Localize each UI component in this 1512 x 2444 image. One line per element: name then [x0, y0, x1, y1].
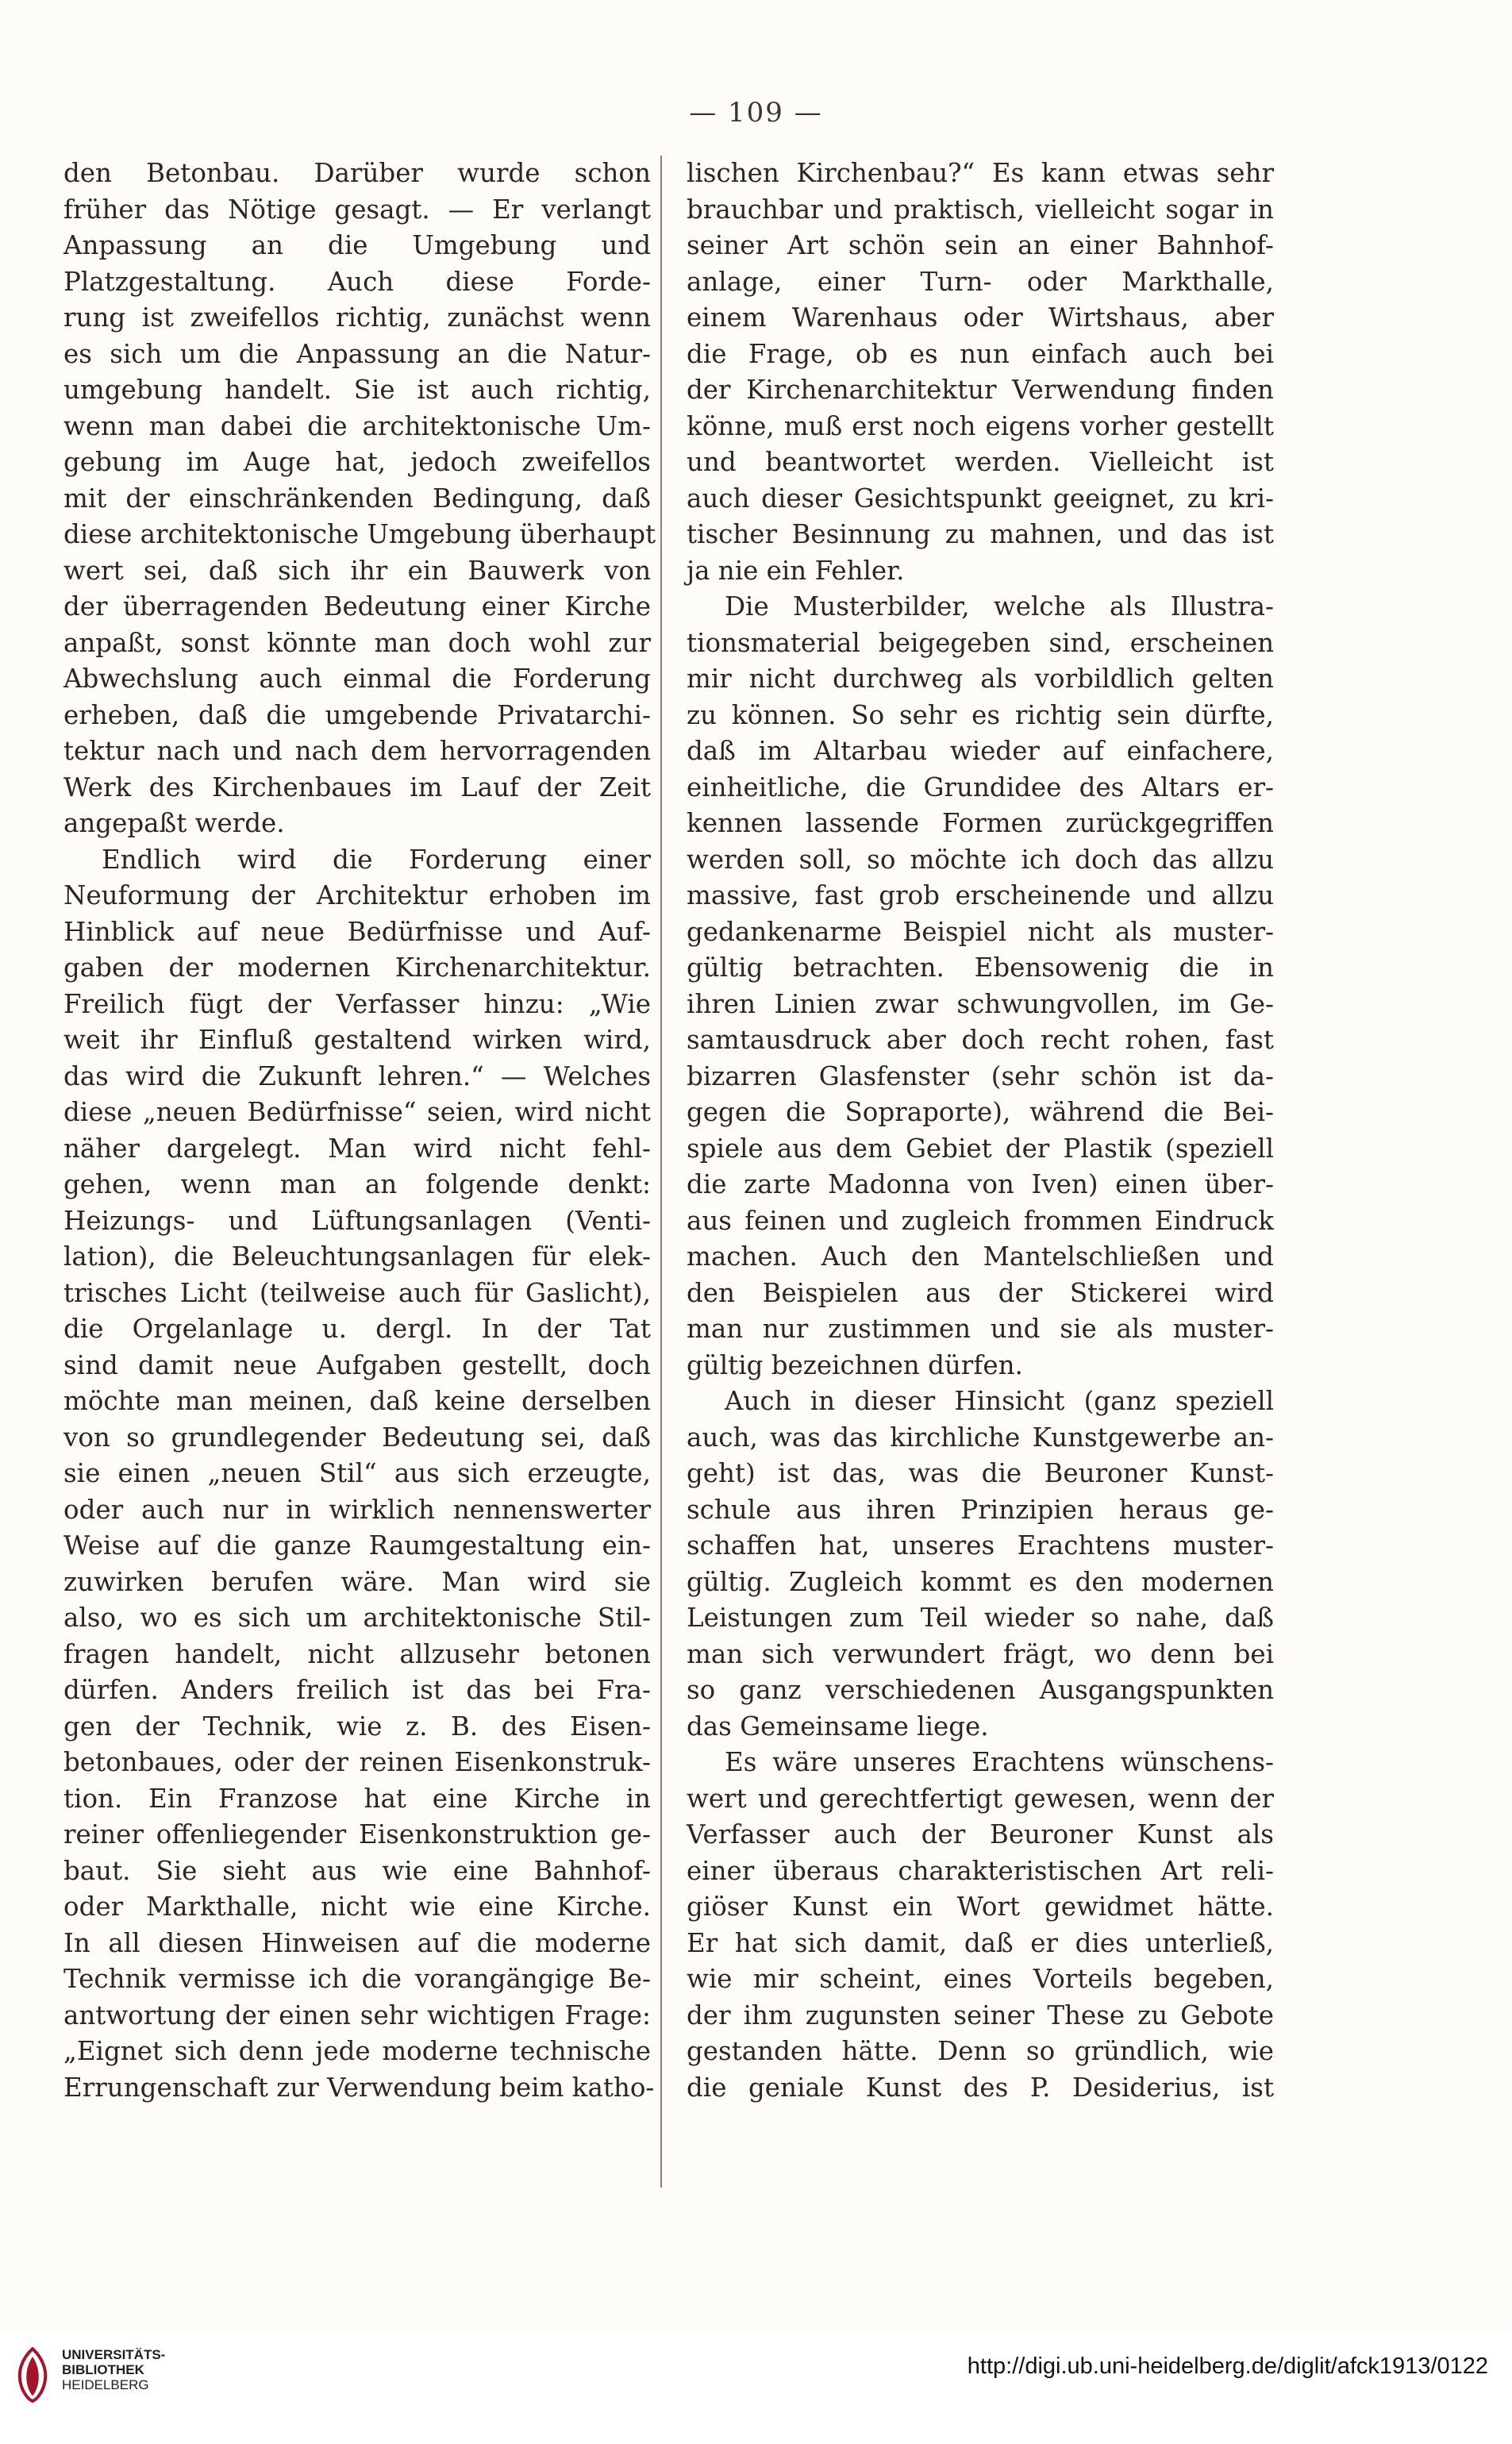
text-line: tischer Besinnung zu mahnen, und das ist [687, 519, 1274, 549]
text-line: baut. Sie sieht aus wie eine Bahnhof- [63, 1855, 651, 1886]
text-line: der ihm zugunsten seiner These zu Gebote [687, 1999, 1274, 2030]
text-line: seiner Art schön sein an einer Bahnhof- [687, 230, 1274, 260]
text-line: Hinblick auf neue Bedürfnisse und Auf- [63, 916, 651, 947]
text-line: Leistungen zum Teil wieder so nahe, daß [687, 1603, 1274, 1633]
text-line: Die Musterbilder, welche als Illustra- [725, 591, 1274, 622]
text-line: und beantwortet werden. Vielleicht ist [687, 447, 1274, 477]
text-line: lation), die Beleuchtungsanlagen für elek- [63, 1241, 651, 1272]
university-seal-icon [14, 2347, 51, 2403]
text-line: Heizungs- und Lüftungsanlagen (Venti- [63, 1205, 651, 1236]
text-line: Platzgestaltung. Auch diese Forde- [63, 266, 651, 297]
text-line: werden soll, so möchte ich doch das allzu [687, 844, 1274, 875]
text-line: einheitliche, die Grundidee des Altars er- [687, 772, 1274, 802]
text-line: den Betonbau. Darüber wurde schon [63, 158, 651, 188]
text-line: näher dargelegt. Man wird nicht fehl- [63, 1133, 651, 1164]
text-line: die zarte Madonna von Iven) einen über- [687, 1169, 1274, 1199]
text-line: Es wäre unseres Erachtens wünschens- [725, 1747, 1274, 1777]
text-line: Anpassung an die Umgebung und [63, 230, 651, 260]
page-number: — 109 — [689, 97, 823, 129]
text-line: schaffen hat, unseres Erachtens muster- [687, 1530, 1274, 1561]
text-line: fragen handelt, nicht allzusehr betonen [63, 1638, 651, 1669]
text-line: diese architektonische Umgebung überhaupt [63, 519, 656, 549]
text-line: zu können. So sehr es richtig sein dürfte, [687, 699, 1274, 730]
text-line: man nur zustimmen und sie als muster- [687, 1314, 1274, 1344]
text-line: erheben, daß die umgebende Privatarchi- [63, 699, 651, 730]
text-line: gen der Technik, wie z. B. des Eisen- [63, 1711, 651, 1742]
text-line: gehen, wenn man an folgende denkt: [63, 1169, 651, 1199]
text-line: mit der einschränkenden Bedingung, daß [63, 483, 651, 514]
text-line: oder Markthalle, nicht wie eine Kirche. [63, 1892, 651, 1922]
text-line: daß im Altarbau wieder auf einfachere, [687, 736, 1274, 766]
text-line: Abwechslung auch einmal die Forderung [63, 664, 651, 694]
text-line: kennen lassende Formen zurückgegriffen [687, 808, 1274, 838]
text-line: reiner offenliegender Eisenkonstruktion ge- [63, 1819, 651, 1849]
text-line: antwortung der einen sehr wichtigen Frage: [63, 1999, 651, 2030]
text-line: spiele aus dem Gebiet der Plastik (speziell [687, 1133, 1274, 1164]
text-line: angepaßt werde. [63, 808, 285, 838]
text-line: gegen die Sopraporte), während die Bei- [687, 1097, 1274, 1127]
column-divider [660, 156, 662, 2188]
library-name-line3: HEIDELBERG [62, 2377, 149, 2392]
text-line: geht) ist das, was die Beuroner Kunst- [687, 1458, 1274, 1488]
text-line: Neuformung der Architektur erhoben im [63, 880, 651, 910]
text-line: samtausdruck aber doch recht rohen, fast [687, 1025, 1274, 1055]
text-line: tion. Ein Franzose hat eine Kirche in [63, 1783, 651, 1814]
text-line: Werk des Kirchenbaues im Lauf der Zeit [63, 772, 651, 802]
text-line: anlage, einer Turn- oder Markthalle, [687, 266, 1274, 297]
text-line: weit ihr Einfluß gestaltend wirken wird, [63, 1025, 651, 1055]
library-logo[interactable] [14, 2347, 165, 2403]
text-line: Er hat sich damit, daß er dies unterließ, [687, 1927, 1274, 1958]
text-line: man sich verwundert frägt, wo denn bei [687, 1638, 1274, 1669]
text-line: bizarren Glasfenster (sehr schön ist da- [687, 1060, 1274, 1091]
text-line: auch, was das kirchliche Kunstgewerbe an- [687, 1422, 1274, 1453]
text-line: möchte man meinen, daß keine derselben [63, 1386, 651, 1416]
text-line: von so grundlegender Bedeutung sei, daß [63, 1422, 651, 1453]
text-line: gültig betrachten. Ebensowenig die in [687, 953, 1274, 983]
text-line: wenn man dabei die architektonische Um- [63, 410, 651, 441]
text-line: der Kirchenarchitektur Verwendung finden [687, 375, 1274, 405]
text-line: ja nie ein Fehler. [687, 555, 905, 586]
text-line: die geniale Kunst des P. Desiderius, ist [687, 2072, 1274, 2103]
text-line: die Frage, ob es nun einfach auch bei [687, 338, 1274, 369]
text-line: „Eignet sich denn jede moderne technische [63, 2036, 651, 2066]
text-line: gedankenarme Beispiel nicht als muster- [687, 916, 1274, 947]
text-line: aus feinen und zugleich frommen Eindruck [687, 1205, 1274, 1236]
text-line: dürfen. Anders freilich ist das bei Fra- [63, 1675, 651, 1705]
text-line: schule aus ihren Prinzipien heraus ge- [687, 1494, 1274, 1525]
text-line: Verfasser auch der Beuroner Kunst als [687, 1819, 1274, 1849]
text-line: Endlich wird die Forderung einer [102, 844, 651, 875]
text-line: tionsmaterial beigegeben sind, erscheinen [687, 627, 1274, 658]
text-line: umgebung handelt. Sie ist auch richtig, [63, 375, 651, 405]
text-line: gebung im Auge hat, jedoch zweifellos [63, 447, 651, 477]
text-line: brauchbar und praktisch, vielleicht sogar in [687, 194, 1274, 225]
text-line: wert und gerechtfertigt gewesen, wenn der [687, 1783, 1274, 1814]
text-line: auch dieser Gesichtspunkt geeignet, zu kri- [687, 483, 1274, 514]
footer-bar [0, 2330, 1512, 2444]
text-line: machen. Auch den Mantelschließen und [687, 1241, 1274, 1272]
text-column-left [63, 156, 656, 2106]
text-line: also, wo es sich um architektonische Stil- [63, 1603, 651, 1633]
text-line: trisches Licht (teilweise auch für Gaslicht), [63, 1277, 651, 1308]
text-line: sie einen „neuen Stil“ aus sich erzeugte, [63, 1458, 651, 1488]
text-line: so ganz verschiedenen Ausgangspunkten [687, 1675, 1274, 1705]
text-line: rung ist zweifellos richtig, zunächst wenn [63, 302, 651, 333]
text-line: wie mir scheint, eines Vorteils begeben, [687, 1964, 1274, 1994]
text-line: mir nicht durchweg als vorbildlich gelten [687, 664, 1274, 694]
text-line: einem Warenhaus oder Wirtshaus, aber [687, 302, 1274, 333]
text-line: könne, muß erst noch eigens vorher gestellt [687, 410, 1274, 441]
text-line: betonbaues, oder der reinen Eisenkonstruk- [63, 1747, 651, 1777]
library-name-line2: BIBLIOTHEK [62, 2362, 144, 2377]
text-line: massive, fast grob erscheinende und allzu [687, 880, 1274, 910]
text-line: einer überaus charakteristischen Art reli- [687, 1855, 1274, 1886]
text-line: gestanden hätte. Denn so gründlich, wie [687, 2036, 1274, 2066]
text-line: Weise auf die ganze Raumgestaltung ein- [63, 1530, 651, 1561]
text-line: den Beispielen aus der Stickerei wird [687, 1277, 1274, 1308]
text-line: lischen Kirchenbau?“ Es kann etwas sehr [687, 158, 1274, 188]
text-line: das Gemeinsame liege. [687, 1711, 989, 1742]
text-line: oder auch nur in wirklich nennenswerter [63, 1494, 651, 1525]
library-name-line1: UNIVERSITÄTS- [62, 2347, 166, 2362]
text-line: Technik vermisse ich die vorangängige Be- [63, 1964, 651, 1994]
text-line: gültig bezeichnen dürfen. [687, 1349, 1023, 1380]
text-line: ihren Linien zwar schwungvollen, im Ge- [687, 988, 1274, 1019]
text-column-right [687, 156, 1274, 2106]
text-line: Freilich fügt der Verfasser hinzu: „Wie [63, 988, 651, 1019]
text-line: der überragenden Bedeutung einer Kirche [63, 591, 651, 622]
permalink-url[interactable]: http://digi.ub.uni-heidelberg.de/diglit/afck1913/0122 [967, 2354, 1488, 2379]
text-line: sind damit neue Aufgaben gestellt, doch [63, 1349, 651, 1380]
text-line: die Orgelanlage u. dergl. In der Tat [63, 1314, 651, 1344]
text-line: zuwirken berufen wäre. Man wird sie [63, 1566, 651, 1597]
text-line: Errungenschaft zur Verwendung beim katho- [63, 2072, 655, 2103]
text-line: anpaßt, sonst könnte man doch wohl zur [63, 627, 651, 658]
text-line: gültig. Zugleich kommt es den modernen [687, 1566, 1274, 1597]
text-line: wert sei, daß sich ihr ein Bauwerk von [63, 555, 651, 586]
text-line: gaben der modernen Kirchenarchitektur. [63, 953, 651, 983]
text-line: früher das Nötige gesagt. — Er verlangt [63, 194, 651, 225]
text-line: giöser Kunst ein Wort gewidmet hätte. [687, 1892, 1274, 1922]
text-line: diese „neuen Bedürfnisse“ seien, wird nicht [63, 1097, 651, 1127]
text-line: Auch in dieser Hinsicht (ganz speziell [725, 1386, 1274, 1416]
text-line: es sich um die Anpassung an die Natur- [63, 338, 651, 369]
text-line: tektur nach und nach dem hervorragenden [63, 736, 651, 766]
library-name [62, 2347, 165, 2392]
text-line: In all diesen Hinweisen auf die moderne [63, 1927, 651, 1958]
text-line: das wird die Zukunft lehren.“ — Welches [63, 1060, 651, 1091]
